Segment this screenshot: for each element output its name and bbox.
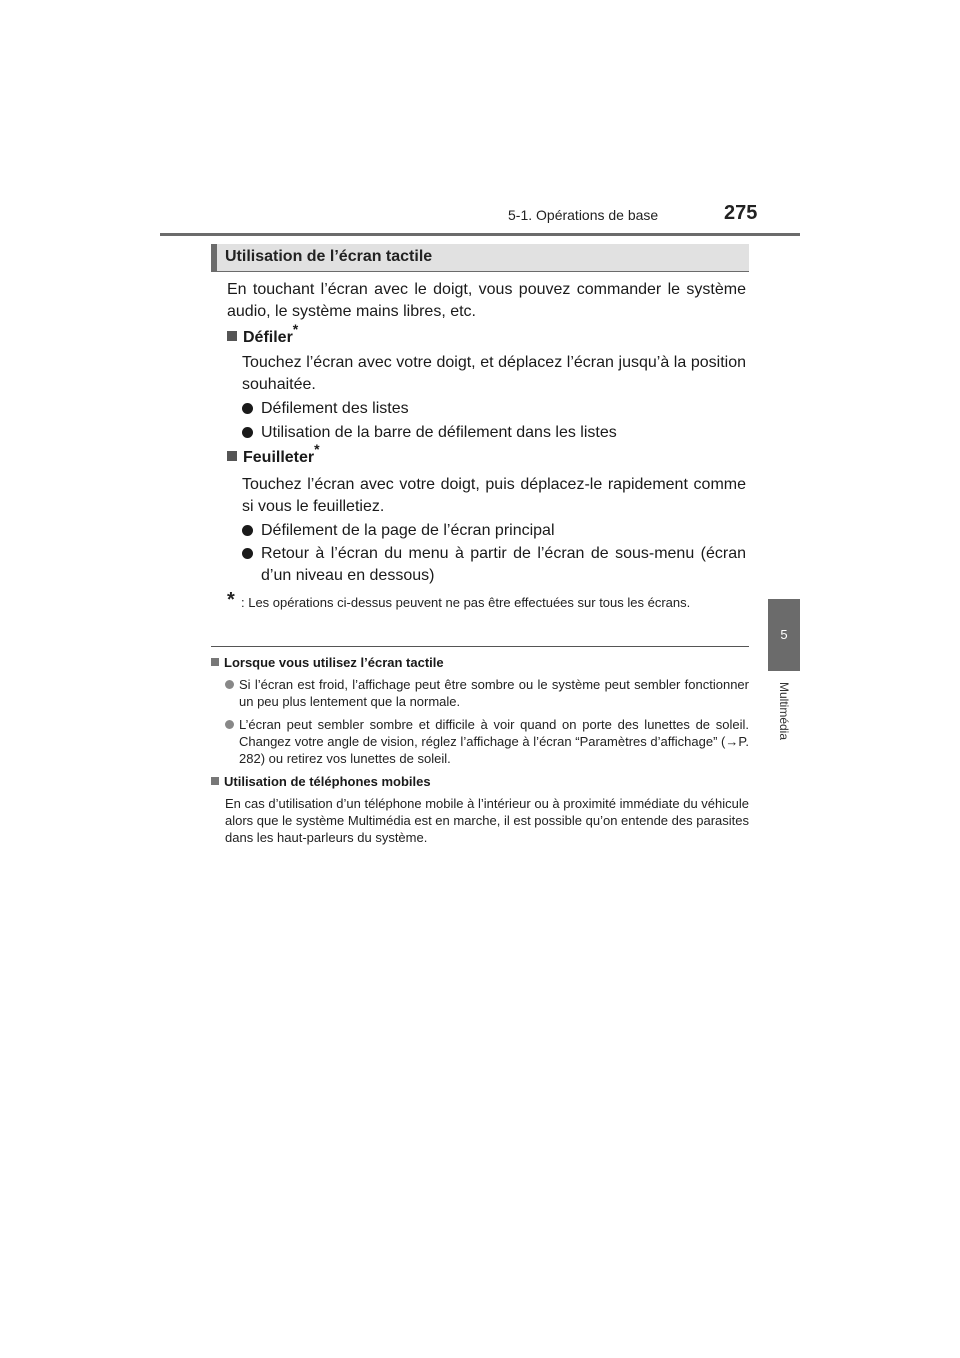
section-heading [211,244,749,272]
chapter-label [772,682,796,762]
bullet-dot-icon [225,680,234,689]
subheading-feuilleter [227,441,320,467]
note-heading-lorsque [211,655,444,670]
intro-paragraph: En touchant l’écran avec le doigt, vous pouvez commander le système audio, le système mains libres, etc. [227,281,746,320]
feuilleter-paragraph: Touchez l’écran avec votre doigt, puis déplacez-le rapidement comme si vous le feuilletiez. [242,476,746,515]
list-item-text: Retour à l’écran du menu à partir de l’écran de sous-menu (écran d’un niveau en dessous) [261,545,746,584]
section-heading-underline [211,271,749,272]
list-item [242,520,746,542]
list-item-text: Si l’écran est froid, l’affichage peut être sombre ou le système peut sembler fonctionner un peu plus lentement que la normale. [239,677,749,709]
footnote-text: : Les opérations ci-dessus peuvent ne pas être effectuées sur tous les écrans. [241,595,691,610]
footnote-star: * [227,589,235,611]
bullet-dot-icon [242,548,253,559]
subheading-feuilleter-text: Feuilleter [243,449,315,466]
list-item [225,676,749,712]
note-heading-telephones [211,774,431,789]
list-item-text: Utilisation de la barre de défilement dans les listes [261,424,617,441]
subheading-defiler-text: Défiler [243,329,293,346]
list-item [242,543,746,589]
defiler-paragraph: Touchez l’écran avec votre doigt, et déplacez l’écran jusqu’à la position souhaitée. [242,354,746,393]
bullet-dot-icon [242,427,253,438]
list-item-text: Défilement des listes [261,400,409,417]
note-telephones-paragraph: En cas d’utilisation d’un téléphone mobile à l’intérieur ou à proximité immédiate du véhicule alors que le système Multimédia est en marche, il est possible qu’on entende des parasites dans les haut-parleurs du système. [225,796,749,845]
section-heading-text: Utilisation de l’écran tactile [225,248,433,265]
list-item [225,716,749,770]
header-rule [160,233,800,236]
section-divider [211,646,749,647]
footnote-marker: * [292,321,299,337]
square-bullet-icon [227,451,237,461]
square-bullet-icon [211,658,219,666]
footnote-marker: * [314,441,320,457]
running-header-section: 5-1. Opérations de base [508,207,659,223]
square-bullet-icon [211,777,219,785]
note-heading-lorsque-text: Lorsque vous utilisez l’écran tactile [224,655,444,670]
subheading-defiler [227,321,299,347]
bullet-dot-icon [242,525,253,536]
page-number: 275 [724,202,758,224]
square-bullet-icon [227,331,237,341]
bullet-dot-icon [225,720,234,729]
list-item-text: Défilement de la page de l’écran principal [261,522,555,539]
list-item [242,398,746,420]
section-heading-bar [211,244,217,272]
note-heading-telephones-text: Utilisation de téléphones mobiles [224,774,431,789]
chapter-label-text: Multimédia [777,682,791,741]
list-item-text: L’écran peut sembler sombre et difficile à voir quand on porte des lunettes de soleil. Changez votre angle de vision, réglez l’affichage à l’écran “Paramètres d’affichage” (→P. 282) ou retirez vos lunettes de soleil. [239,717,749,766]
chapter-tab: 5 [768,599,800,671]
bullet-dot-icon [242,403,253,414]
